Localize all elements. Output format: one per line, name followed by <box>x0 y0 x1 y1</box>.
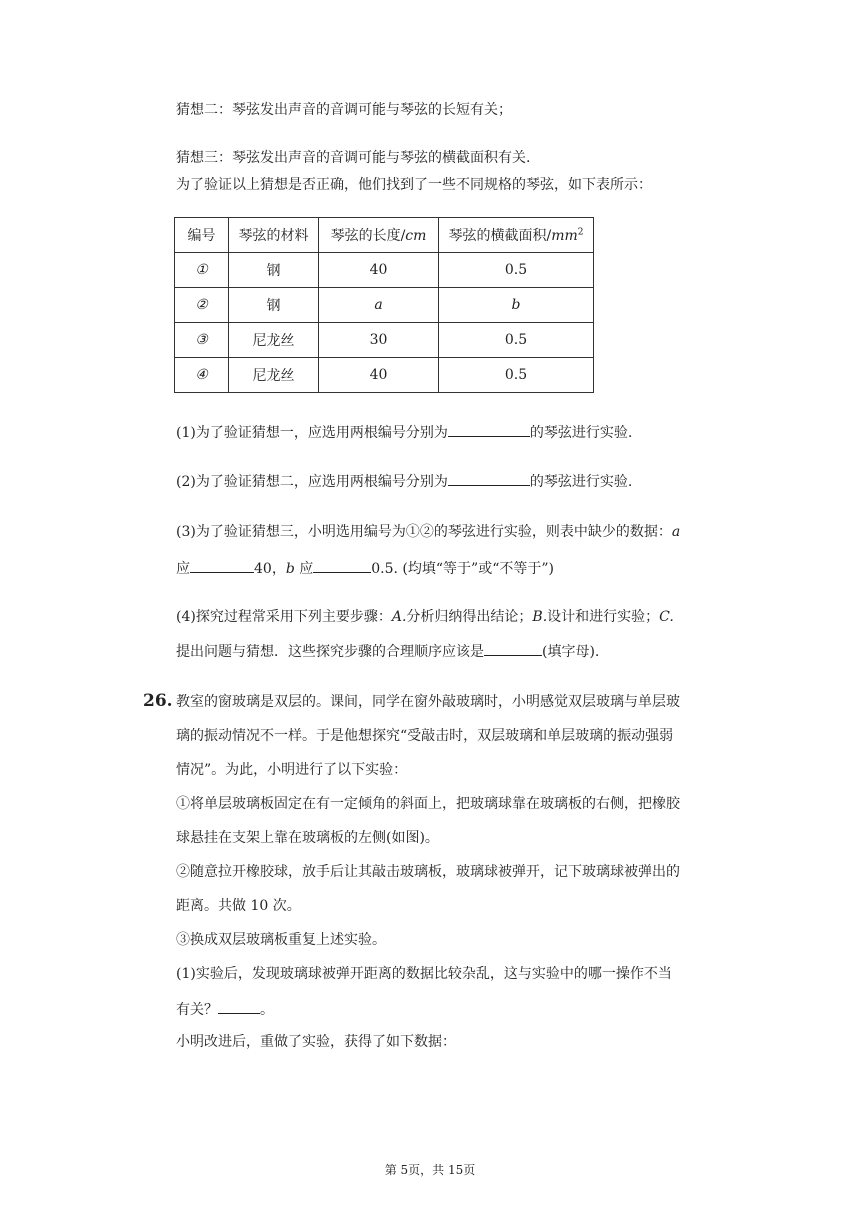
header-area: 琴弦的横截面积$/mm^2$ <box>439 218 594 253</box>
table-cell: ② <box>175 288 229 323</box>
table-cell: ③ <box>175 323 229 358</box>
question-3-line-2: 应 40，b 应 0.5. (均填“等于”或“不等于”) <box>176 557 554 579</box>
question-4-line-1: (4)探究过程常采用下列主要步骤：A.分析归纳得出结论；B.设计和进行实验；C. <box>176 609 674 625</box>
table-cell: ④ <box>175 358 229 393</box>
q26-line: 球悬挂在支架上靠在玻璃板的左侧(如图)。 <box>176 830 439 846</box>
table-row <box>175 253 594 288</box>
answer-blank[interactable] <box>218 998 260 1014</box>
table-cell: 钢 <box>229 253 319 288</box>
page-footer: 第 5页，共 15页 <box>384 1163 476 1177</box>
header-id: 编号 <box>175 218 229 253</box>
q26-line: ③换成双层玻璃板重复上述实验。 <box>176 932 386 948</box>
q26-after: 小明改进后，重做了实验，获得了如下数据： <box>176 1034 456 1050</box>
q26-line: (1)实验后，发现玻璃球被弹开距离的数据比较杂乱，这与实验中的哪一操作不当 <box>176 966 672 982</box>
q26-line: ①将单层玻璃板固定在有一定倾角的斜面上，把玻璃球靠在玻璃板的右侧，把橡胶 <box>176 796 680 812</box>
q26-line: 距离。共做 10 次。 <box>176 898 301 914</box>
table-cell: 40 <box>319 253 439 288</box>
question-3-line-1: (3)为了验证猜想三，小明选用编号为①②的琴弦进行实验，则表中缺少的数据：a <box>176 524 681 540</box>
string-spec-table <box>174 217 594 393</box>
question-1: (1)为了验证猜想一，应选用两根编号分别为 的琴弦进行实验. <box>176 421 632 443</box>
table-cell: 尼龙丝 <box>229 323 319 358</box>
table-cell: b <box>439 288 594 323</box>
question-2: (2)为了验证猜想二，应选用两根编号分别为 的琴弦进行实验. <box>176 470 632 492</box>
table-cell: 30 <box>319 323 439 358</box>
q26-line: ②随意拉开橡胶球，放手后让其敲击玻璃板，玻璃球被弹开，记下玻璃球被弹出的 <box>176 864 680 880</box>
table-cell: 尼龙丝 <box>229 358 319 393</box>
header-material: 琴弦的材料 <box>229 218 319 253</box>
answer-blank[interactable] <box>448 421 530 437</box>
table-row <box>175 323 594 358</box>
answer-blank-a[interactable] <box>190 557 254 573</box>
table-row <box>175 358 594 393</box>
table-intro: 为了验证以上猜想是否正确，他们找到了一些不同规格的琴弦，如下表所示： <box>176 177 652 193</box>
question-number: 26. <box>143 691 173 711</box>
answer-blank[interactable] <box>484 640 542 656</box>
table-cell: 0.5 <box>439 253 594 288</box>
table-row <box>175 288 594 323</box>
q26-line: 教室的窗玻璃是双层的。课间，同学在窗外敲玻璃时，小明感觉双层玻璃与单层玻 <box>176 694 680 710</box>
table-cell: ① <box>175 253 229 288</box>
guess-two: 猜想二：琴弦发出声音的音调可能与琴弦的长短有关； <box>176 102 512 118</box>
table-cell: 40 <box>319 358 439 393</box>
guess-three: 猜想三：琴弦发出声音的音调可能与琴弦的横截面积有关. <box>176 150 531 166</box>
table-cell: a <box>319 288 439 323</box>
q26-line: 情况”。为此，小明进行了以下实验： <box>176 762 408 778</box>
table-header-row <box>175 218 594 253</box>
table-cell: 0.5 <box>439 323 594 358</box>
answer-blank-b[interactable] <box>313 557 371 573</box>
table-cell: 0.5 <box>439 358 594 393</box>
header-length: 琴弦的长度/cm <box>319 218 439 253</box>
q26-question-line: 有关？ 。 <box>176 998 274 1020</box>
table-cell: 钢 <box>229 288 319 323</box>
question-4-line-2: 提出问题与猜想．这些探究步骤的合理顺序应该是 (填字母). <box>176 640 599 662</box>
answer-blank[interactable] <box>448 470 530 486</box>
q26-line: 璃的振动情况不一样。于是他想探究“受敲击时，双层玻璃和单层玻璃的振动强弱 <box>176 728 674 744</box>
